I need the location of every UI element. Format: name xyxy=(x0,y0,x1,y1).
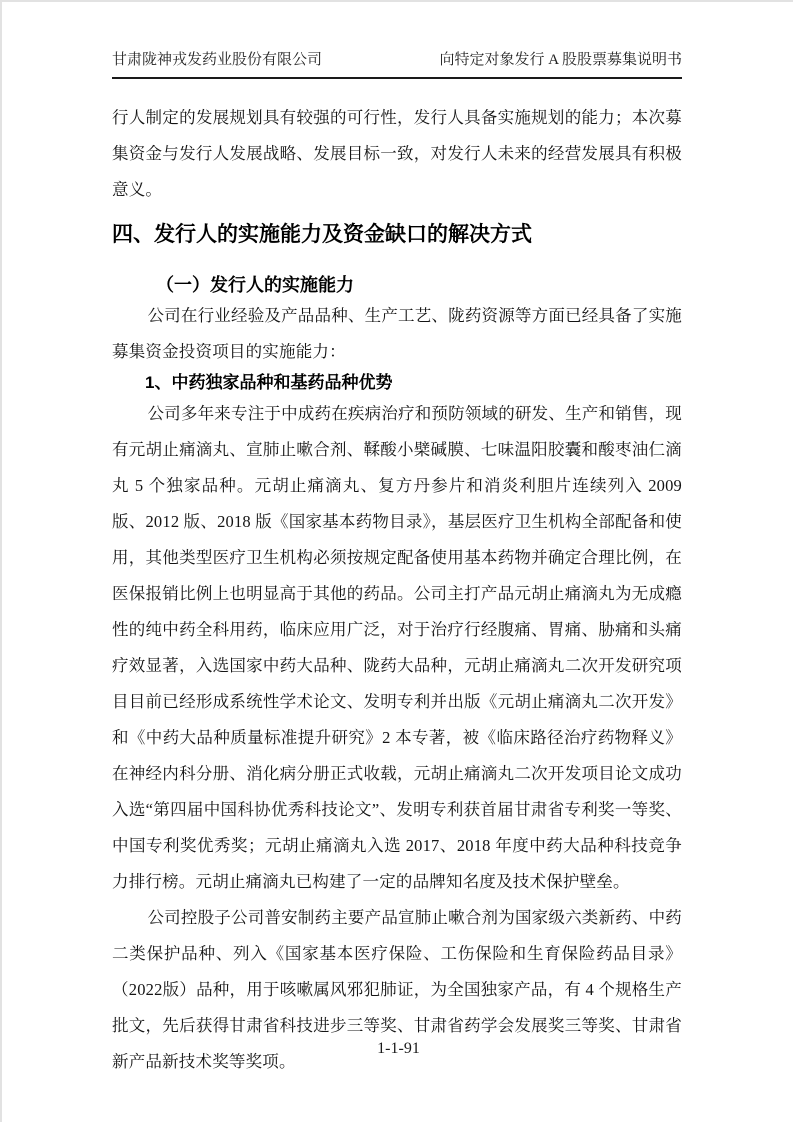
page-header xyxy=(112,50,682,79)
page-footer xyxy=(2,1038,793,1060)
paragraph-subsidiary: 公司控股子公司普安制药主要产品宣肺止嗽合剂为国家级六类新药、中药二类保护品种、列入《国家基本医疗保险、工伤保险和生育保险药品目录》（2022版）品种，用于咳嗽属风邪犯肺证，为全国独家产品，有 4 个规格生产批文，先后获得甘肃省科技进步三等奖、甘肃省药学会发展奖三等奖、甘肃省新产品新技术奖等奖项。 xyxy=(112,908,682,1071)
subsection-heading-1: （一）发行人的实施能力 xyxy=(156,275,354,295)
point-heading-1: 1、中药独家品种和基药品种优势 xyxy=(145,373,393,392)
paragraph-intro: 公司在行业经验及产品品种、生产工艺、陇药资源等方面已经具备了实施募集资金投资项目的实施能力： xyxy=(112,306,682,361)
paragraph-unique-varieties: 公司多年来专注于中成药在疾病治疗和预防领域的研发、生产和销售，现有元胡止痛滴丸、宣肺止嗽合剂、鞣酸小檗碱膜、七味温阳胶囊和酸枣油仁滴丸 5 个独家品种。元胡止痛滴丸、复方丹参片和消炎利胆片连续列入 2009 版、2012 版、2018 版《国家基本药物目录》，基层医疗卫生机构全部配备和使用，其他类型医疗卫生机构必须按规定配备使用基本药物并确定合理比例，在医保报销比例上也明显高于其他的药品。公司主打产品元胡止痛滴丸为无成瘾性的纯中药全科用药，临床应用广泛，对于治疗行经腹痛、胃痛、胁痛和头痛疗效显著，入选国家中药大品种、陇药大品种，元胡止痛滴丸二次开发研究项目目前已经形成系统性学术论文、发明专利并出版《元胡止痛滴丸二次开发》和《中药大品种质量标准提升研究》2 本专著，被《临床路径治疗药物释义》在神经内科分册、消化病分册正式收载，元胡止痛滴丸二次开发项目论文成功入选“第四届中国科协优秀科技论文”、发明专利获首届甘肃省专利奖一等奖、中国专利奖优秀奖；元胡止痛滴丸入选 2017、2018 年度中药大品种科技竞争力排行榜。元胡止痛滴丸已构建了一定的品牌知名度及技术保护壁垒。 xyxy=(112,404,682,891)
header-company-name: 甘肃陇神戎发药业股份有限公司 xyxy=(112,52,323,68)
document-body xyxy=(112,100,682,1080)
paragraph-continuation: 行人制定的发展规划具有较强的可行性，发行人具备实施规划的能力；本次募集资金与发行人发展战略、发展目标一致，对发行人未来的经营发展具有积极意义。 xyxy=(112,108,682,199)
section-heading-4: 四、发行人的实施能力及资金缺口的解决方式 xyxy=(112,223,532,246)
header-document-title: 向特定对象发行 A 股股票募集说明书 xyxy=(439,52,682,68)
page-number: 1-1-91 xyxy=(377,1040,420,1057)
